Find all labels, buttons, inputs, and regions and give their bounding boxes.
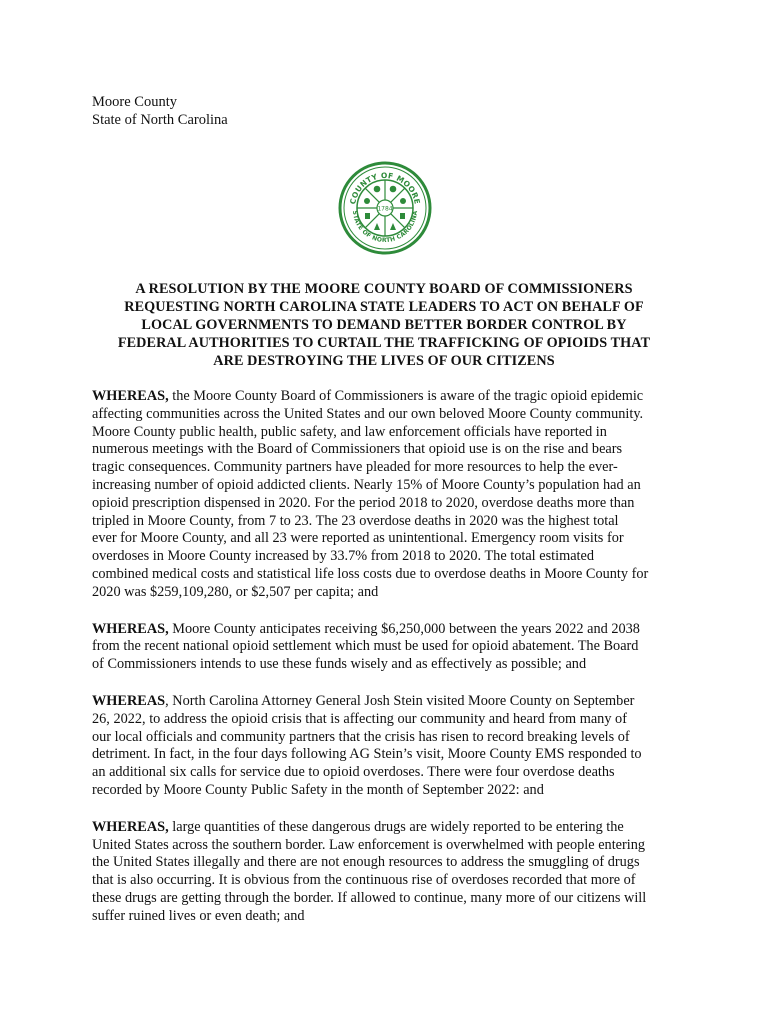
- paragraph-line: the United States illegally and there are not enough resources to address the smuggling of drugs: [92, 854, 640, 871]
- paragraph-line: [92, 693, 692, 711]
- title-line: ARE DESTROYING THE LIVES OF OUR CITIZENS: [213, 353, 555, 369]
- state-name: State of North Carolina: [92, 112, 228, 128]
- paragraph-line: overdoses in Moore County increased by 33.7% from 2018 to 2020. The total estimated: [92, 548, 595, 565]
- paragraph-first-line: Moore County anticipates receiving $6,250,000 between the years 2022 and 2038: [168, 620, 640, 637]
- paragraph-line: from the recent national opioid settlement which must be used for opioid abatement. The Board: [92, 638, 639, 655]
- paragraph-first-line: the Moore County Board of Commissioners is aware of the tragic opioid epidemic: [168, 388, 644, 404]
- whereas-label: WHEREAS,: [92, 818, 169, 835]
- paragraph-line: 2020 was $259,109,280, or $2,507 per capita; and: [92, 583, 379, 600]
- whereas-paragraph-3: [92, 693, 692, 800]
- paragraph-line: recorded by Moore County Public Safety in the month of September 2022: and: [92, 781, 544, 798]
- seal-top-text: COUNTY OF MOORE: [348, 170, 422, 205]
- paragraph-line: numerous meetings with the Board of Commissioners that opioid use is on the rise and bears: [92, 441, 623, 458]
- paragraph-line: Moore County public health, public safety, and law enforcement officials have reported in: [92, 423, 607, 440]
- title-line: REQUESTING NORTH CAROLINA STATE LEADERS TO ACT ON BEHALF OF: [124, 299, 644, 315]
- paragraph-line: [92, 621, 692, 639]
- paragraph-line: that is also occurring. It is obvious from the continuous rise of overdoses recorded that more of: [92, 872, 636, 889]
- paragraph-line: of Commissioners intends to use these funds wisely and as effectively as possible; and: [92, 656, 587, 673]
- paragraph-line: United States across the southern border. Law enforcement is overwhelmed with people entering: [92, 836, 646, 853]
- whereas-paragraph-4: [92, 819, 692, 926]
- paragraph-line: [92, 388, 692, 406]
- seal-bottom-text: STATE OF NORTH CAROLINA: [350, 210, 420, 245]
- paragraph-line: ever for Moore County, and all 23 were reported as unintentional. Emergency room visits for: [92, 530, 624, 547]
- whereas-paragraph-2: [92, 621, 692, 674]
- whereas-paragraph-1: [92, 388, 692, 602]
- resolution-body: [92, 388, 692, 945]
- paragraph-line: combined medical costs and statistical life loss costs due to overdose deaths in Moore County for: [92, 565, 649, 582]
- paragraph-line: affecting communities across the United States and our own beloved Moore County community.: [92, 405, 644, 422]
- paragraph-line: tripled in Moore County, from 7 to 23. The 23 overdose deaths in 2020 was the highest total: [92, 512, 619, 529]
- paragraph-line: detriment. In fact, in the four days following AG Stein’s visit, Moore County EMS responded to: [92, 746, 642, 763]
- whereas-label: WHEREAS: [92, 692, 166, 709]
- paragraph-line: 26, 2022, to address the opioid crisis that is affecting our community and heard from many of: [92, 710, 627, 727]
- whereas-label: WHEREAS,: [92, 620, 169, 637]
- resolution-title: [80, 280, 688, 370]
- seal-icon: [337, 160, 433, 256]
- paragraph-line: suffer ruined lives or even death; and: [92, 907, 305, 924]
- county-name: Moore County: [92, 94, 177, 110]
- title-line: LOCAL GOVERNMENTS TO DEMAND BETTER BORDER CONTROL BY: [141, 317, 627, 333]
- paragraph-first-line: , North Carolina Attorney General Josh Stein visited Moore County on September: [165, 692, 635, 709]
- seal-year: 1784: [377, 205, 393, 213]
- paragraph-first-line: large quantities of these dangerous drugs are widely reported to be entering the: [168, 818, 624, 835]
- county-seal: [337, 160, 433, 256]
- paragraph-line: an additional six calls for service due to opioid overdoses. There were four overdose deaths: [92, 764, 615, 781]
- paragraph-line: these drugs are getting through the border. If allowed to continue, many more of our citizens will: [92, 889, 647, 906]
- whereas-label: WHEREAS,: [92, 388, 169, 404]
- paragraph-line: [92, 819, 692, 837]
- paragraph-line: our local officials and community partners that the crisis has risen to record breaking levels of: [92, 728, 630, 745]
- paragraph-line: increasing number of opioid addicted clients. Nearly 15% of Moore County’s population had an: [92, 476, 641, 493]
- paragraph-line: tragic consequences. Community partners have pleaded for more resources to help the ever-: [92, 459, 618, 476]
- title-line: A RESOLUTION BY THE MOORE COUNTY BOARD OF COMMISSIONERS: [135, 281, 633, 297]
- title-line: FEDERAL AUTHORITIES TO CURTAIL THE TRAFFICKING OF OPIOIDS THAT: [117, 335, 651, 351]
- document-header: [92, 93, 228, 129]
- paragraph-line: opioid prescription dispensed in 2020. For the period 2018 to 2020, overdose deaths more than: [92, 494, 635, 511]
